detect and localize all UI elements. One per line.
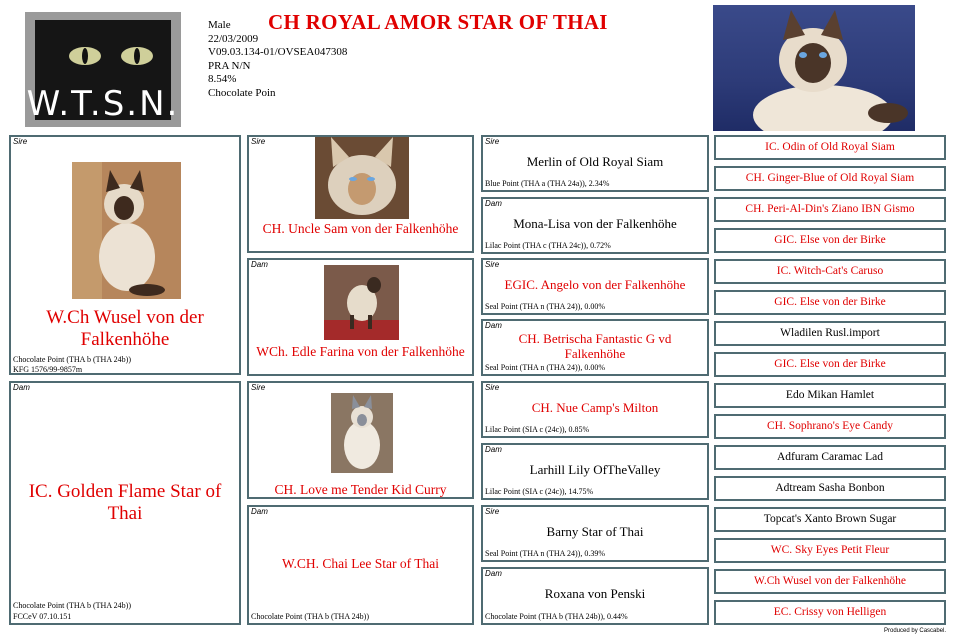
sire-name: W.Ch Wusel von der Falkenhöhe — [46, 307, 204, 350]
page-title: CH ROYAL AMOR STAR OF THAI — [268, 10, 608, 34]
gen3-color: Seal Point (THA n (THA 24)), 0.00% — [485, 363, 605, 372]
gen4-box[interactable]: Adtream Sasha Bonbon — [714, 476, 946, 501]
gen2-name: WCh. Edle Farina von der Falkenhöhe — [256, 344, 465, 359]
role-label: Dam — [251, 260, 268, 269]
role-label: Sire — [485, 507, 500, 516]
role-label: Dam — [485, 321, 502, 330]
dam-registration: FCCeV 07.10.151 — [13, 612, 72, 621]
gen2-name: CH. Love me Tender Kid Curry — [274, 482, 447, 497]
gen3-box[interactable] — [481, 319, 709, 376]
gen4-box[interactable]: GIC. Else von der Birke — [714, 290, 946, 315]
gen3-color: Lilac Point (SIA c (24c)), 0.85% — [485, 425, 590, 434]
gen3-name: Merlin of Old Royal Siam — [526, 154, 664, 169]
gen2-color: Chocolate Point (THA b (THA 24b)) — [251, 612, 369, 621]
gen3-name: CH. Nue Camp's Milton — [531, 400, 659, 415]
gen2-name: CH. Uncle Sam von der Falkenhöhe — [262, 221, 459, 236]
main-cat-photo — [713, 5, 915, 131]
gen4-box[interactable]: CH. Sophrano's Eye Candy — [714, 414, 946, 439]
gen4-box[interactable]: WC. Sky Eyes Petit Fleur — [714, 538, 946, 563]
gen3-color: Lilac Point (SIA c (24c)), 14.75% — [485, 487, 594, 496]
dam-box[interactable] — [9, 381, 241, 625]
gen3-name: Mona-Lisa von der Falkenhöhe — [513, 216, 677, 231]
dam-color: Chocolate Point (THA b (THA 24b)) — [13, 601, 131, 610]
role-label: Dam — [485, 445, 502, 454]
gen4-box[interactable]: GIC. Else von der Birke — [714, 352, 946, 377]
role-label: Dam — [485, 569, 502, 578]
registration: V09.03.134-01/OVSEA047308 — [208, 46, 348, 58]
gen3-name: CH. Betrischa Fantastic G vd Falkenhöhe — [518, 331, 672, 361]
gen4-box[interactable]: EC. Crissy von Helligen — [714, 600, 946, 625]
gen4-box[interactable]: W.Ch Wusel von der Falkenhöhe — [714, 569, 946, 594]
gen3-box[interactable] — [481, 505, 709, 562]
gen3-color: Chocolate Point (THA b (THA 24b)), 0.44% — [485, 612, 628, 621]
gen3-box[interactable] — [481, 443, 709, 500]
gen3-name: Roxana von Penski — [544, 586, 646, 601]
gen2-photo — [331, 393, 393, 473]
role-label: Sire — [485, 383, 500, 392]
gen3-color: Seal Point (THA n (THA 24)), 0.00% — [485, 302, 605, 311]
footer-credit: Produced by Cascabel. — [884, 628, 947, 634]
role-label: Dam — [251, 507, 268, 516]
gen4-box[interactable]: Adfuram Caramac Lad — [714, 445, 946, 470]
logo-text: W.T.S.N. — [26, 84, 180, 124]
sire-registration: KFG 1576/99-9857m — [13, 365, 83, 374]
sire-color: Chocolate Point (THA b (THA 24b)) — [13, 355, 131, 364]
role-label: Sire — [485, 260, 500, 269]
gen4-box[interactable]: IC. Witch-Cat's Caruso — [714, 259, 946, 284]
gen4-box[interactable]: CH. Ginger-Blue of Old Royal Siam — [714, 166, 946, 191]
gen3-color: Seal Point (THA n (THA 24)), 0.39% — [485, 549, 605, 558]
gen4-box[interactable]: Wladilen Rusl.import — [714, 321, 946, 346]
gen3-box[interactable] — [481, 381, 709, 438]
sire-box[interactable] — [9, 135, 241, 375]
gen2-box[interactable] — [247, 505, 474, 625]
gen3-color: Lilac Point (THA c (THA 24c)), 0.72% — [485, 241, 611, 250]
birth-date: 22/03/2009 — [208, 32, 259, 45]
gen3-box[interactable] — [481, 258, 709, 315]
role-label: Dam — [485, 199, 502, 208]
sire-photo — [72, 162, 181, 299]
gen3-name: Barny Star of Thai — [546, 524, 644, 539]
role-label: Sire — [13, 137, 28, 146]
role-label: Dam — [13, 383, 30, 392]
gen2-box[interactable] — [247, 381, 474, 499]
gen3-box[interactable] — [481, 135, 709, 192]
gen4-box[interactable]: Topcat's Xanto Brown Sugar — [714, 507, 946, 532]
gen4-box[interactable]: IC. Odin of Old Royal Siam — [714, 135, 946, 160]
gen3-box[interactable] — [481, 197, 709, 254]
cattery-logo — [25, 12, 181, 127]
dam-name: IC. Golden Flame Star of Thai — [28, 481, 222, 524]
role-label: Sire — [251, 137, 266, 146]
gen2-photo — [324, 265, 399, 340]
role-label: Sire — [251, 383, 266, 392]
gen3-name: EGIC. Angelo von der Falkenhöhe — [504, 277, 686, 292]
pra-status: PRA N/N — [208, 59, 251, 72]
inbreeding: 8.54% — [208, 73, 237, 85]
gen2-box[interactable] — [247, 135, 474, 253]
role-label: Sire — [485, 137, 500, 146]
gen3-box[interactable] — [481, 567, 709, 625]
cat-color: Chocolate Poin — [208, 86, 276, 99]
sex: Male — [208, 19, 231, 31]
gen4-box[interactable]: CH. Peri-Al-Din's Ziano IBN Gismo — [714, 197, 946, 222]
gen2-box[interactable] — [247, 258, 474, 376]
gen3-name: Larhill Lily OfTheValley — [529, 462, 661, 477]
gen2-name: W.CH. Chai Lee Star of Thai — [281, 556, 440, 571]
gen3-color: Blue Point (THA a (THA 24a)), 2.34% — [485, 179, 610, 188]
gen2-photo — [315, 137, 409, 219]
gen4-box[interactable]: Edo Mikan Hamlet — [714, 383, 946, 408]
gen4-box[interactable]: GIC. Else von der Birke — [714, 228, 946, 253]
